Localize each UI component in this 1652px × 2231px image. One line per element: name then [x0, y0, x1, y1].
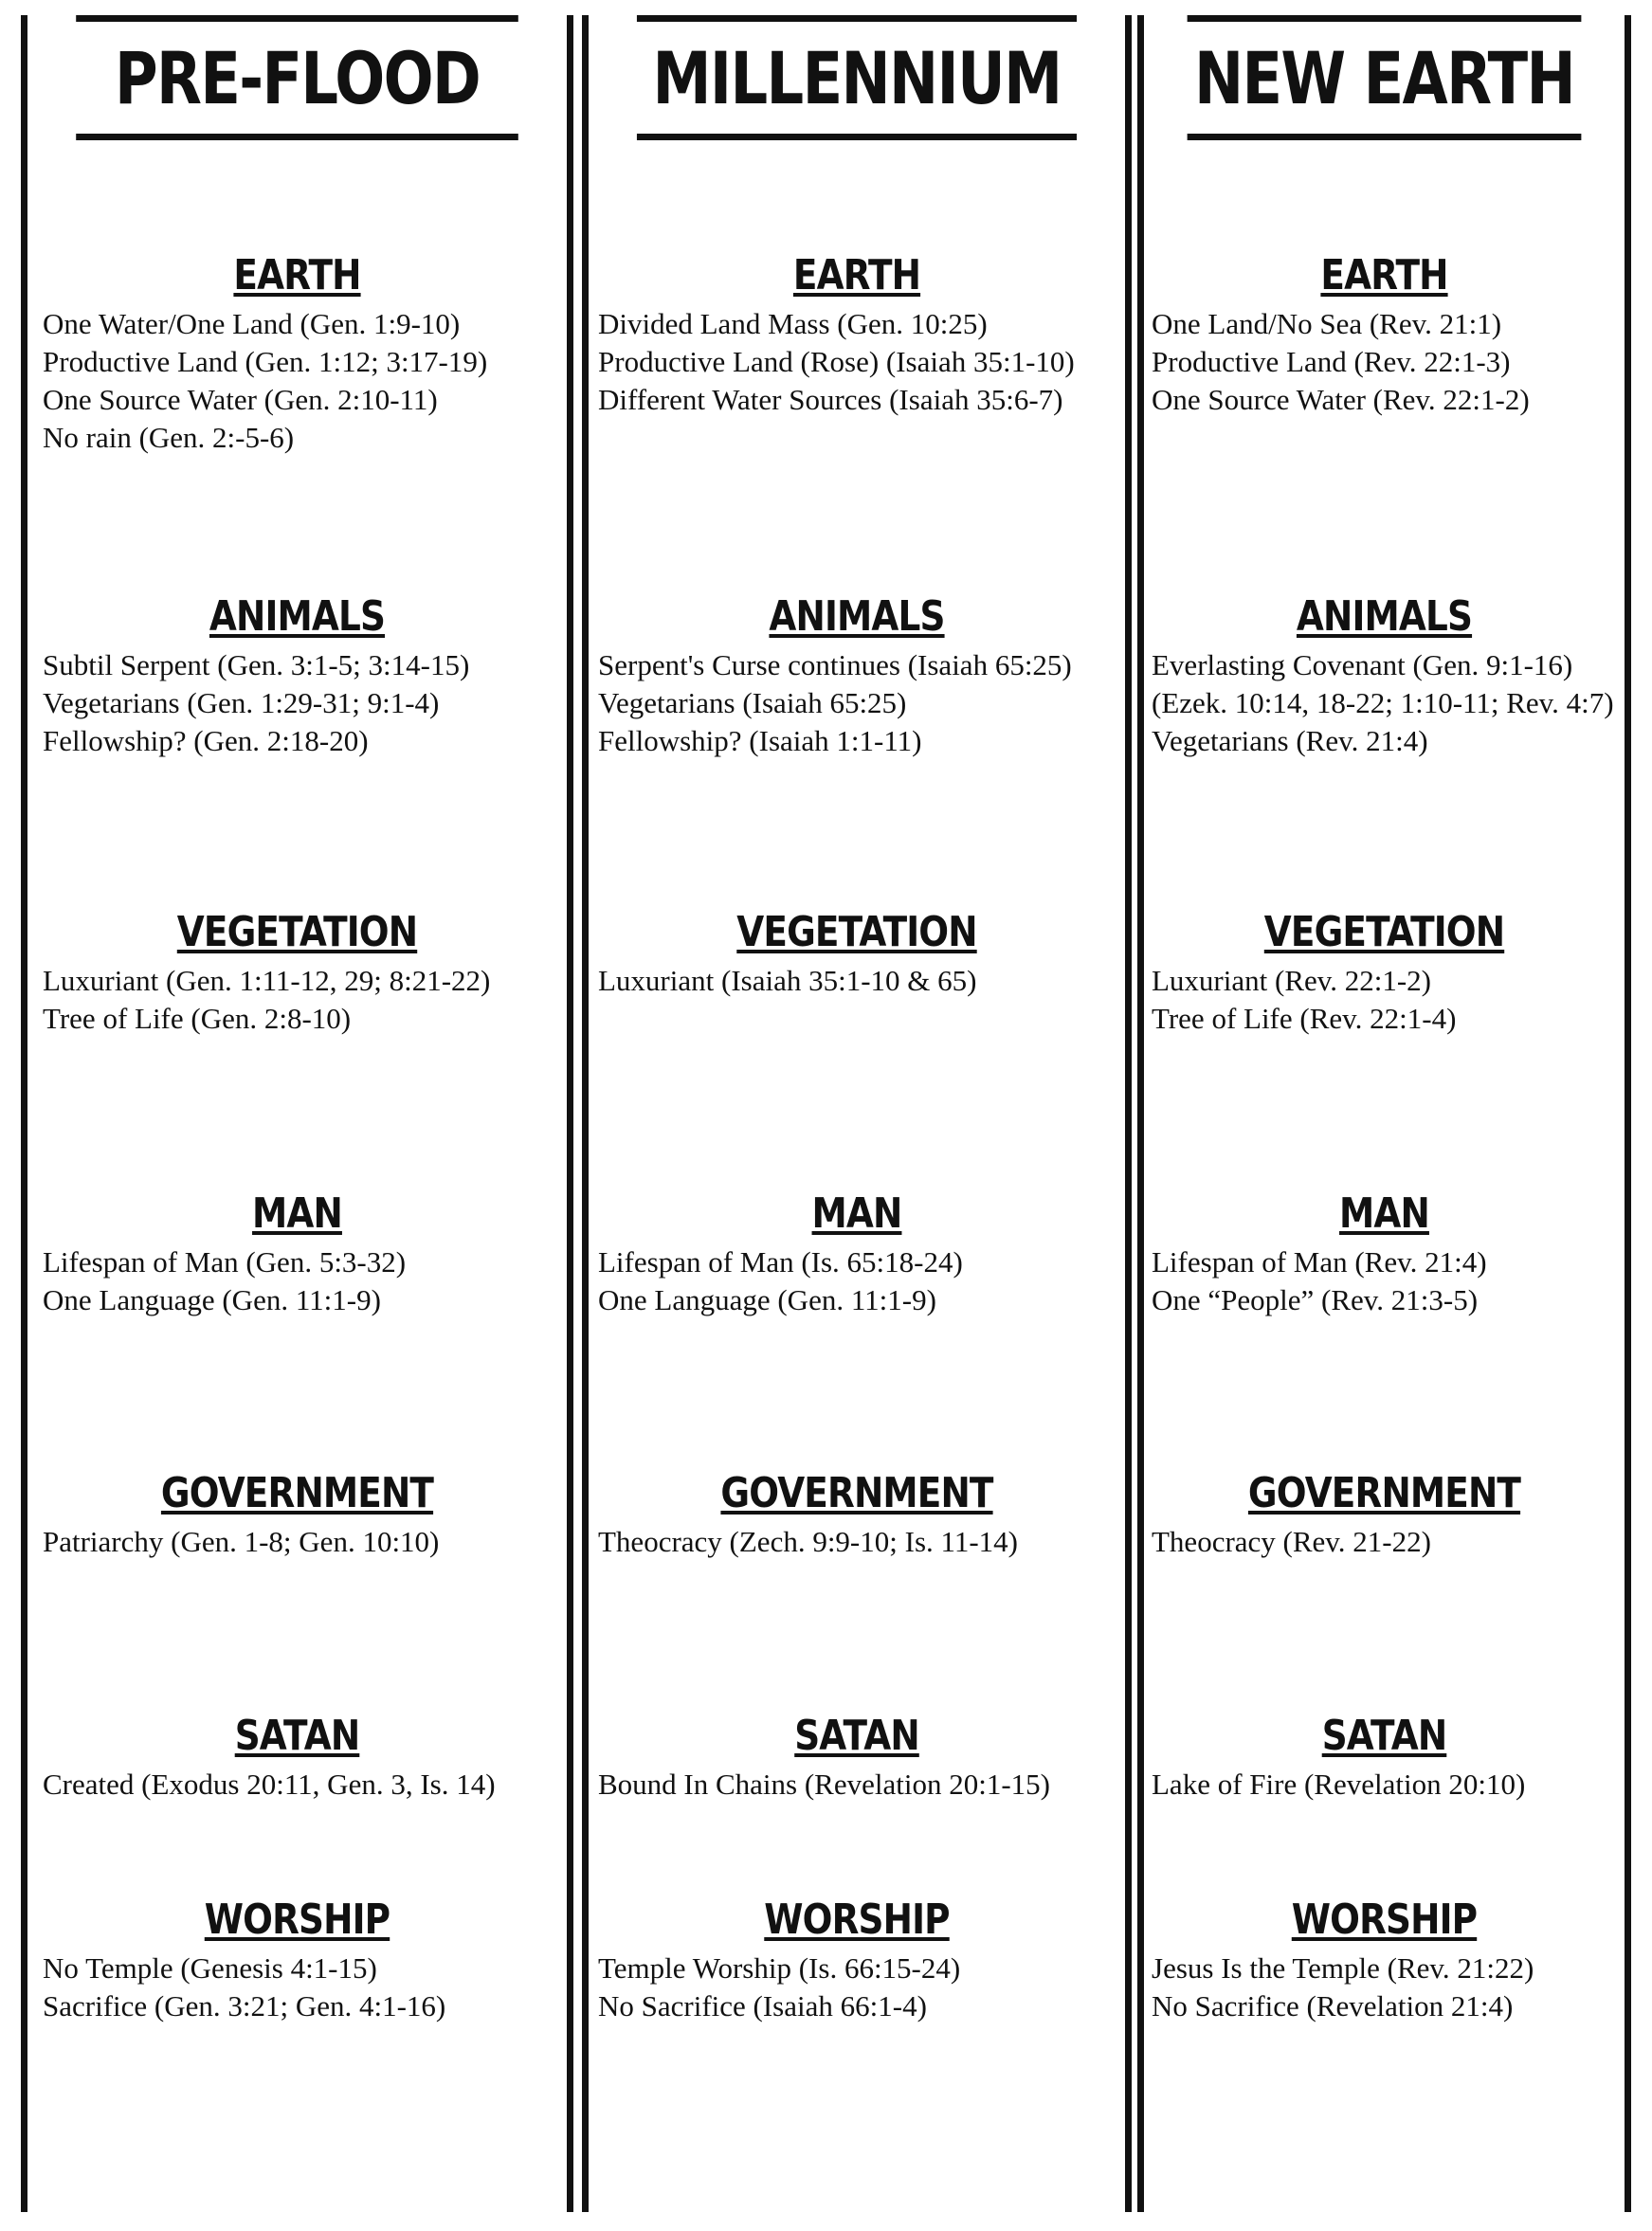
- entry-line: Theocracy (Rev. 21-22): [1152, 1525, 1431, 1558]
- entry-line: Vegetarians (Gen. 1:29-31; 9:1-4): [43, 686, 440, 719]
- column-pre-flood: [21, 15, 573, 2212]
- section-lines: [589, 646, 1125, 760]
- section-heading: GOVERNMENT: [1247, 1469, 1521, 1517]
- section-vegetation: [589, 908, 1125, 1000]
- section-heading: VEGETATION: [1263, 908, 1505, 956]
- section-lines: [27, 1950, 567, 2025]
- entry-line: Different Water Sources (Isaiah 35:6-7): [598, 383, 1063, 416]
- section-heading: GOVERNMENT: [720, 1469, 993, 1517]
- section-lines: [1144, 1243, 1625, 1319]
- section-earth: [1144, 251, 1625, 419]
- section-lines: [589, 962, 1125, 1000]
- section-man: [589, 1189, 1125, 1319]
- section-heading: ANIMALS: [1296, 592, 1473, 641]
- section-satan: [27, 1712, 567, 1804]
- section-satan: [1144, 1712, 1625, 1804]
- entry-line: One Water/One Land (Gen. 1:9-10): [43, 307, 461, 340]
- entry-line: Lifespan of Man (Gen. 5:3-32): [43, 1245, 407, 1279]
- section-earth: [27, 251, 567, 457]
- column-title: NEW EARTH: [1188, 15, 1582, 140]
- entry-line: Fellowship? (Isaiah 1:1-11): [598, 724, 922, 757]
- entry-line: No Sacrifice (Isaiah 66:1-4): [598, 1989, 927, 2022]
- entry-line: One “People” (Rev. 21:3-5): [1152, 1283, 1479, 1316]
- entry-line: Serpent's Curse continues (Isaiah 65:25): [598, 648, 1072, 681]
- entry-line: Jesus Is the Temple (Rev. 21:22): [1152, 1951, 1534, 1985]
- section-lines: [27, 1766, 567, 1804]
- entry-line: Created (Exodus 20:11, Gen. 3, Is. 14): [43, 1768, 496, 1801]
- column-millennium: [582, 15, 1132, 2212]
- section-heading: GOVERNMENT: [160, 1469, 434, 1517]
- entry-line: No rain (Gen. 2:-5-6): [43, 421, 295, 454]
- section-heading: EARTH: [792, 251, 921, 299]
- section-man: [1144, 1189, 1625, 1319]
- column-title: MILLENNIUM: [637, 15, 1077, 140]
- section-lines: [27, 646, 567, 760]
- column-new-earth: [1137, 15, 1631, 2212]
- section-heading: ANIMALS: [209, 592, 386, 641]
- section-heading: EARTH: [233, 251, 361, 299]
- section-heading: SATAN: [1321, 1712, 1447, 1760]
- section-lines: [27, 962, 567, 1038]
- section-lines: [1144, 1523, 1625, 1561]
- section-satan: [589, 1712, 1125, 1804]
- entry-line: One Language (Gen. 11:1-9): [598, 1283, 936, 1316]
- entry-line: One Source Water (Gen. 2:10-11): [43, 383, 438, 416]
- section-lines: [589, 1523, 1125, 1561]
- section-heading: VEGETATION: [176, 908, 418, 956]
- section-animals: [589, 592, 1125, 760]
- section-heading: SATAN: [794, 1712, 919, 1760]
- section-lines: [27, 1243, 567, 1319]
- section-heading: MAN: [811, 1189, 902, 1238]
- section-lines: [1144, 1950, 1625, 2025]
- entry-line: Vegetarians (Isaiah 65:25): [598, 686, 907, 719]
- section-heading: WORSHIP: [204, 1895, 390, 1944]
- section-lines: [1144, 646, 1625, 760]
- section-lines: [1144, 1766, 1625, 1804]
- section-lines: [589, 305, 1125, 419]
- section-heading: WORSHIP: [764, 1895, 950, 1944]
- section-lines: [589, 1766, 1125, 1804]
- entry-line: Productive Land (Rev. 22:1-3): [1152, 345, 1511, 378]
- entry-line: Tree of Life (Rev. 22:1-4): [1152, 1002, 1457, 1035]
- entry-line: Luxuriant (Rev. 22:1-2): [1152, 964, 1431, 997]
- entry-line: Productive Land (Rose) (Isaiah 35:1-10): [598, 345, 1075, 378]
- entry-line: One Source Water (Rev. 22:1-2): [1152, 383, 1530, 416]
- section-lines: [589, 1950, 1125, 2025]
- section-animals: [27, 592, 567, 760]
- section-animals: [1144, 592, 1625, 760]
- entry-line: Lifespan of Man (Rev. 21:4): [1152, 1245, 1487, 1279]
- entry-line: No Sacrifice (Revelation 21:4): [1152, 1989, 1514, 2022]
- section-earth: [589, 251, 1125, 419]
- entry-line: Fellowship? (Gen. 2:18-20): [43, 724, 369, 757]
- entry-line: Luxuriant (Gen. 1:11-12, 29; 8:21-22): [43, 964, 491, 997]
- section-worship: [1144, 1895, 1625, 2025]
- entry-line: Tree of Life (Gen. 2:8-10): [43, 1002, 352, 1035]
- entry-line: Lifespan of Man (Is. 65:18-24): [598, 1245, 963, 1279]
- entry-line: One Language (Gen. 11:1-9): [43, 1283, 381, 1316]
- section-lines: [27, 1523, 567, 1561]
- section-heading: WORSHIP: [1291, 1895, 1478, 1944]
- section-lines: [1144, 305, 1625, 419]
- section-man: [27, 1189, 567, 1319]
- entry-line: (Ezek. 10:14, 18-22; 1:10-11; Rev. 4:7): [1152, 686, 1614, 719]
- entry-line: Temple Worship (Is. 66:15-24): [598, 1951, 961, 1985]
- entry-line: Luxuriant (Isaiah 35:1-10 & 65): [598, 964, 977, 997]
- entry-line: Vegetarians (Rev. 21:4): [1152, 724, 1428, 757]
- section-government: [27, 1469, 567, 1561]
- section-lines: [27, 305, 567, 457]
- column-title: PRE-FLOOD: [76, 15, 518, 140]
- section-heading: EARTH: [1320, 251, 1448, 299]
- entry-line: No Temple (Genesis 4:1-15): [43, 1951, 377, 1985]
- section-heading: MAN: [1339, 1189, 1429, 1238]
- entry-line: Divided Land Mass (Gen. 10:25): [598, 307, 988, 340]
- entry-line: Sacrifice (Gen. 3:21; Gen. 4:1-16): [43, 1989, 446, 2022]
- section-worship: [27, 1895, 567, 2025]
- section-government: [1144, 1469, 1625, 1561]
- section-heading: MAN: [252, 1189, 342, 1238]
- entry-line: One Land/No Sea (Rev. 21:1): [1152, 307, 1502, 340]
- section-government: [589, 1469, 1125, 1561]
- section-heading: VEGETATION: [736, 908, 977, 956]
- entry-line: Lake of Fire (Revelation 20:10): [1152, 1768, 1526, 1801]
- section-vegetation: [27, 908, 567, 1038]
- section-heading: ANIMALS: [769, 592, 945, 641]
- entry-line: Everlasting Covenant (Gen. 9:1-16): [1152, 648, 1573, 681]
- section-vegetation: [1144, 908, 1625, 1038]
- entry-line: Bound In Chains (Revelation 20:1-15): [598, 1768, 1050, 1801]
- entry-line: Patriarchy (Gen. 1-8; Gen. 10:10): [43, 1525, 440, 1558]
- entry-line: Subtil Serpent (Gen. 3:1-5; 3:14-15): [43, 648, 470, 681]
- entry-line: Theocracy (Zech. 9:9-10; Is. 11-14): [598, 1525, 1019, 1558]
- entry-line: Productive Land (Gen. 1:12; 3:17-19): [43, 345, 488, 378]
- section-worship: [589, 1895, 1125, 2025]
- section-heading: SATAN: [234, 1712, 360, 1760]
- section-lines: [1144, 962, 1625, 1038]
- section-lines: [589, 1243, 1125, 1319]
